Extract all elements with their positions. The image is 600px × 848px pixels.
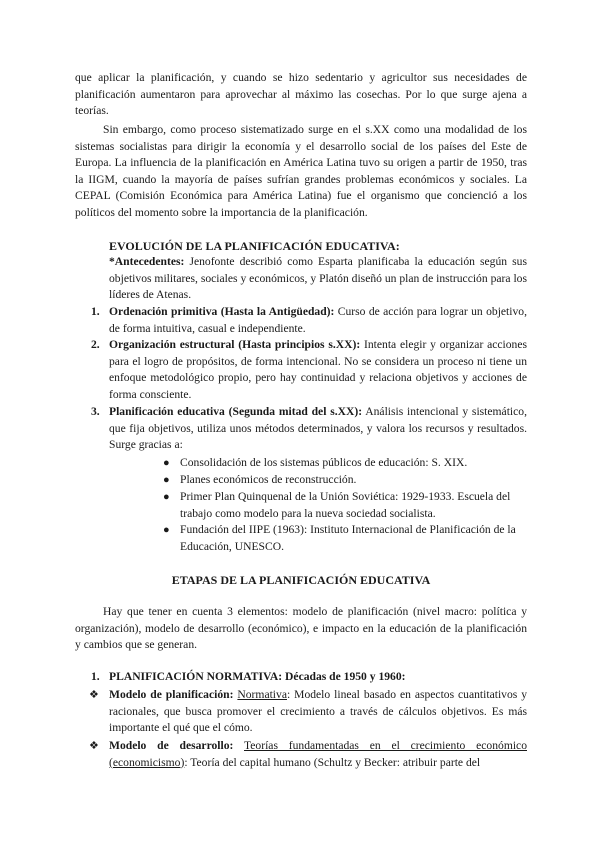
subitem-text: : Teoría del capital humano (Schultz y Becker: atribuir parte del bbox=[184, 755, 481, 769]
subitem-text: : Modelo lineal basado en aspectos cuantitativos y racionales, que busca promover el crecimiento a través de cálculos objetivos. Es más importante el qué que el cómo. bbox=[109, 688, 528, 735]
antecedentes-text: Jenofonte describió como Esparta planificaba la educación según sus objetivos militares, sociales y económicos, y Platón diseñó un plan de instrucción para los líderes de Atenas. bbox=[109, 255, 527, 302]
bullet-dot-icon: ● bbox=[163, 491, 170, 503]
item-number: 1. bbox=[91, 305, 100, 318]
etapas-item-1 bbox=[91, 669, 527, 686]
intro-text-1: que aplicar la planificación, y cuando se hizo sedentario y agricultor sus necesidades de planificación aumentaron para aprovechar al máximo las cosechas. Por lo que surge ajena a teorías. bbox=[75, 71, 527, 118]
subitem-label: Modelo de desarrollo: bbox=[109, 739, 234, 752]
antecedentes-paragraph bbox=[109, 254, 527, 304]
evolucion-item-3 bbox=[91, 404, 527, 454]
evolucion-item-1 bbox=[91, 304, 527, 337]
subitem-label: Modelo de planificación: bbox=[109, 688, 234, 701]
diamond-bullet-icon: ❖ bbox=[89, 689, 99, 701]
antecedentes-label: *Antecedentes: bbox=[109, 255, 185, 268]
item-number: 1. bbox=[91, 670, 100, 683]
etapas-subitem-modelo-desarrollo bbox=[89, 738, 527, 771]
item-number: 3. bbox=[91, 405, 100, 418]
evolucion-item-2 bbox=[91, 337, 527, 403]
item-text: Análisis intencional y sistemático, que fija objetivos, utiliza unos métodos determinados, y valora los recursos y resultados. Surge gracias a: bbox=[109, 405, 527, 452]
bullet-item bbox=[163, 522, 525, 555]
bullet-dot-icon: ● bbox=[163, 524, 170, 536]
diamond-bullet-icon: ❖ bbox=[89, 740, 99, 752]
bullet-item bbox=[163, 472, 525, 489]
bullet-dot-icon: ● bbox=[163, 457, 170, 469]
intro-text-2: Sin embargo, como proceso sistematizado surge en el s.XX como una modalidad de los sistemas socialistas para dirigir la economía y el desarrollo social de los países del Este de Europa. La influencia de la planificación en América Latina tuvo su origen a partir de 1950, tras la IIGM, cuando la mayoría de países sufrían grandes problemas económicos y sociales. La CEPAL (Comisión Económica para América Latina) fue el organismo que concienció a los políticos del momento sobre la importancia de la planificación. bbox=[75, 123, 527, 219]
item-title: Ordenación primitiva (Hasta la Antigüedad): bbox=[109, 305, 335, 318]
bullet-dot-icon: ● bbox=[163, 474, 170, 486]
subitem-underlined: Teorías fundamentadas en el crecimiento económico (economicismo) bbox=[109, 739, 527, 769]
item-number: 2. bbox=[91, 338, 100, 351]
subitem-underlined: Normativa bbox=[237, 688, 287, 701]
bullet-text: Fundación del IIPE (1963): Instituto Internacional de Planificación de la Educación, UNESCO. bbox=[180, 523, 516, 553]
etapas-heading: ETAPAS DE LA PLANIFICACIÓN EDUCATIVA bbox=[171, 573, 431, 587]
bullet-item bbox=[163, 455, 525, 472]
evolucion-heading: EVOLUCIÓN DE LA PLANIFICACIÓN EDUCATIVA: bbox=[109, 239, 400, 253]
item-text: Curso de acción para lograr un objetivo, de forma intuitiva, casual e independiente. bbox=[109, 305, 527, 335]
item-title: PLANIFICACIÓN NORMATIVA: Décadas de 1950 y 1960: bbox=[109, 670, 406, 683]
intro-paragraph-1 bbox=[75, 70, 527, 120]
item-title: Planificación educativa (Segunda mitad del s.XX): bbox=[109, 405, 363, 418]
item-title: Organización estructural (Hasta principios s.XX): bbox=[109, 338, 361, 351]
etapas-subitem-modelo-planificacion bbox=[89, 687, 528, 737]
bullet-text: Primer Plan Quinquenal de la Unión Soviética: 1929-1933. Escuela del trabajo como modelo para la nueva sociedad socialista. bbox=[180, 490, 511, 520]
bullet-text: Consolidación de los sistemas públicos de educación: S. XIX. bbox=[180, 456, 468, 469]
etapas-intro-text: Hay que tener en cuenta 3 elementos: modelo de planificación (nivel macro: política y organización), modelo de desarrollo (económico), e impacto en la educación de la planificación y cambios que se generan. bbox=[75, 605, 527, 652]
intro-paragraph-2 bbox=[75, 122, 527, 222]
bullet-text: Planes económicos de reconstrucción. bbox=[180, 473, 357, 486]
bullet-item bbox=[163, 489, 525, 522]
etapas-intro-paragraph bbox=[75, 604, 527, 654]
item-text: Intenta elegir y organizar acciones para el logro de propósitos, de forma intencional. No se considera un proceso ni tiene un enfoque metodológico propio, pero hay continuidad y relaciona objetivos y acciones de forma consciente. bbox=[109, 338, 527, 401]
